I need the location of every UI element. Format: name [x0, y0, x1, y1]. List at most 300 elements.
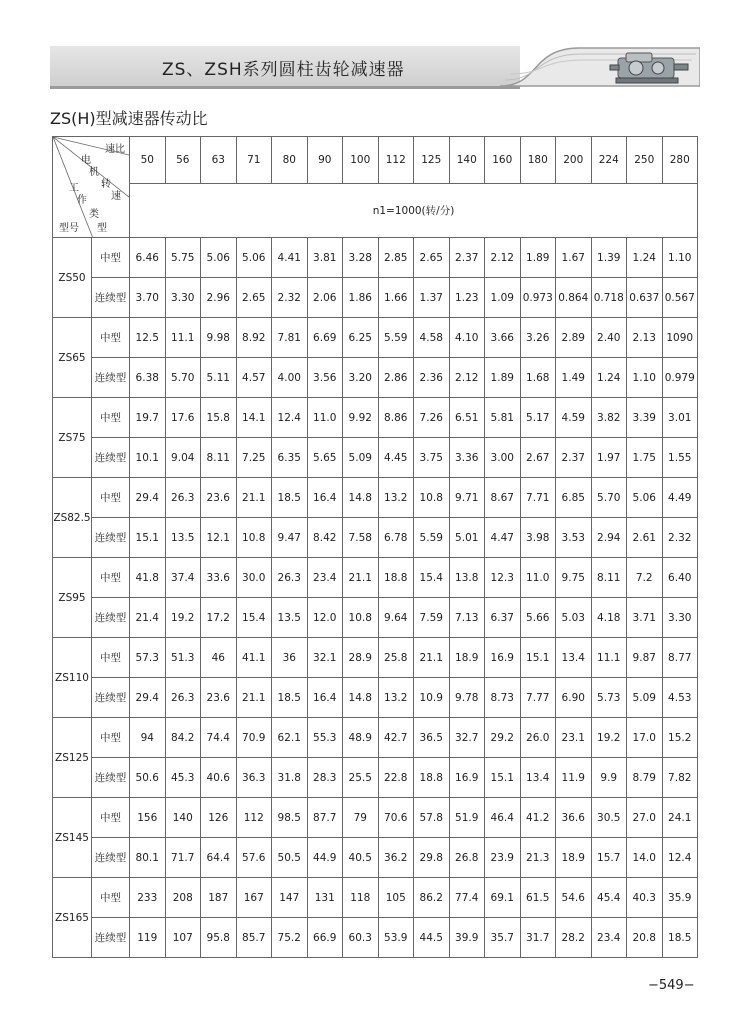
value-cell: 3.81: [307, 238, 343, 278]
model-cell: ZS165: [53, 878, 92, 958]
value-cell: 23.1: [556, 718, 592, 758]
corner-model-label: 型号: [59, 223, 79, 234]
value-cell: 208: [165, 878, 201, 918]
value-cell: 15.4: [236, 598, 272, 638]
value-cell: 31.8: [272, 758, 308, 798]
table-row: [53, 918, 698, 958]
work-type-cell: 连续型: [92, 518, 130, 558]
value-cell: 1.39: [591, 238, 627, 278]
model-cell: ZS95: [53, 558, 92, 638]
ratio-header-cell: 160: [485, 137, 521, 184]
value-cell: 3.75: [414, 438, 450, 478]
value-cell: 41.8: [130, 558, 166, 598]
value-cell: 39.9: [449, 918, 485, 958]
ratio-header-cell: 224: [591, 137, 627, 184]
value-cell: 4.00: [272, 358, 308, 398]
corner-kind-label: 类: [89, 209, 99, 220]
table-row: [53, 798, 698, 838]
value-cell: 12.4: [662, 838, 698, 878]
value-cell: 1.86: [343, 278, 379, 318]
value-cell: 7.71: [520, 478, 556, 518]
value-cell: 21.4: [130, 598, 166, 638]
value-cell: 1.24: [591, 358, 627, 398]
value-cell: 18.8: [378, 558, 414, 598]
value-cell: 13.4: [520, 758, 556, 798]
value-cell: 1.49: [556, 358, 592, 398]
value-cell: 51.9: [449, 798, 485, 838]
value-cell: 2.67: [520, 438, 556, 478]
value-cell: 33.6: [201, 558, 237, 598]
value-cell: 44.5: [414, 918, 450, 958]
value-cell: 3.28: [343, 238, 379, 278]
ratio-header-cell: 280: [662, 137, 698, 184]
value-cell: 26.0: [520, 718, 556, 758]
value-cell: 1.89: [520, 238, 556, 278]
value-cell: 2.06: [307, 278, 343, 318]
value-cell: 57.8: [414, 798, 450, 838]
table-row: [53, 518, 698, 558]
value-cell: 3.53: [556, 518, 592, 558]
value-cell: 35.9: [662, 878, 698, 918]
value-cell: 9.64: [378, 598, 414, 638]
value-cell: 1.24: [627, 238, 663, 278]
table-row: [53, 718, 698, 758]
value-cell: 29.4: [130, 478, 166, 518]
value-cell: 15.7: [591, 838, 627, 878]
value-cell: 4.41: [272, 238, 308, 278]
value-cell: 41.1: [236, 638, 272, 678]
section-title: ZS(H)型减速器传动比: [50, 109, 208, 128]
table-row: [53, 318, 698, 358]
value-cell: 2.12: [485, 238, 521, 278]
value-cell: 140: [165, 798, 201, 838]
corner-header-cell: [53, 137, 130, 238]
corner-motor-label: 电: [81, 155, 91, 166]
speed-row: [53, 184, 698, 238]
work-type-cell: 中型: [92, 558, 130, 598]
value-cell: 18.9: [556, 838, 592, 878]
value-cell: 61.5: [520, 878, 556, 918]
value-cell: 77.4: [449, 878, 485, 918]
value-cell: 23.6: [201, 678, 237, 718]
value-cell: 36.6: [556, 798, 592, 838]
value-cell: 87.7: [307, 798, 343, 838]
speed-note: n1=1000(转/分): [130, 184, 698, 238]
value-cell: 12.3: [485, 558, 521, 598]
work-type-cell: 中型: [92, 478, 130, 518]
value-cell: 19.7: [130, 398, 166, 438]
value-cell: 8.92: [236, 318, 272, 358]
model-cell: ZS82.5: [53, 478, 92, 558]
value-cell: 9.9: [591, 758, 627, 798]
value-cell: 1.66: [378, 278, 414, 318]
value-cell: 12.5: [130, 318, 166, 358]
value-cell: 21.1: [343, 558, 379, 598]
value-cell: 60.3: [343, 918, 379, 958]
value-cell: 2.37: [449, 238, 485, 278]
value-cell: 5.03: [556, 598, 592, 638]
value-cell: 18.5: [272, 478, 308, 518]
value-cell: 28.9: [343, 638, 379, 678]
ratio-header-cell: 140: [449, 137, 485, 184]
value-cell: 17.0: [627, 718, 663, 758]
value-cell: 18.5: [662, 918, 698, 958]
value-cell: 15.1: [520, 638, 556, 678]
value-cell: 3.82: [591, 398, 627, 438]
value-cell: 13.2: [378, 478, 414, 518]
value-cell: 48.9: [343, 718, 379, 758]
value-cell: 94: [130, 718, 166, 758]
ratio-header-cell: 112: [378, 137, 414, 184]
value-cell: 3.26: [520, 318, 556, 358]
value-cell: 85.7: [236, 918, 272, 958]
value-cell: 4.47: [485, 518, 521, 558]
value-cell: 27.0: [627, 798, 663, 838]
value-cell: 5.66: [520, 598, 556, 638]
value-cell: 3.56: [307, 358, 343, 398]
value-cell: 57.3: [130, 638, 166, 678]
work-type-cell: 中型: [92, 238, 130, 278]
value-cell: 19.2: [591, 718, 627, 758]
value-cell: 0.973: [520, 278, 556, 318]
value-cell: 26.3: [272, 558, 308, 598]
value-cell: 22.8: [378, 758, 414, 798]
value-cell: 8.79: [627, 758, 663, 798]
value-cell: 2.61: [627, 518, 663, 558]
value-cell: 86.2: [414, 878, 450, 918]
value-cell: 21.3: [520, 838, 556, 878]
value-cell: 41.2: [520, 798, 556, 838]
value-cell: 30.5: [591, 798, 627, 838]
work-type-cell: 连续型: [92, 758, 130, 798]
model-cell: ZS50: [53, 238, 92, 318]
value-cell: 3.71: [627, 598, 663, 638]
value-cell: 5.06: [201, 238, 237, 278]
value-cell: 156: [130, 798, 166, 838]
value-cell: 1090: [662, 318, 698, 358]
value-cell: 15.8: [201, 398, 237, 438]
value-cell: 98.5: [272, 798, 308, 838]
value-cell: 5.17: [520, 398, 556, 438]
value-cell: 6.46: [130, 238, 166, 278]
ratio-header-cell: 63: [201, 137, 237, 184]
value-cell: 36.3: [236, 758, 272, 798]
value-cell: 23.4: [307, 558, 343, 598]
value-cell: 1.97: [591, 438, 627, 478]
value-cell: 6.25: [343, 318, 379, 358]
value-cell: 3.00: [485, 438, 521, 478]
value-cell: 8.86: [378, 398, 414, 438]
value-cell: 79: [343, 798, 379, 838]
value-cell: 57.6: [236, 838, 272, 878]
value-cell: 6.85: [556, 478, 592, 518]
value-cell: 5.06: [236, 238, 272, 278]
value-cell: 15.4: [414, 558, 450, 598]
value-cell: 6.38: [130, 358, 166, 398]
value-cell: 9.78: [449, 678, 485, 718]
value-cell: 53.9: [378, 918, 414, 958]
value-cell: 23.6: [201, 478, 237, 518]
value-cell: 2.37: [556, 438, 592, 478]
value-cell: 2.13: [627, 318, 663, 358]
value-cell: 55.3: [307, 718, 343, 758]
value-cell: 3.30: [165, 278, 201, 318]
value-cell: 32.7: [449, 718, 485, 758]
value-cell: 5.73: [591, 678, 627, 718]
value-cell: 7.59: [414, 598, 450, 638]
value-cell: 119: [130, 918, 166, 958]
value-cell: 5.75: [165, 238, 201, 278]
value-cell: 70.9: [236, 718, 272, 758]
value-cell: 1.75: [627, 438, 663, 478]
work-type-cell: 连续型: [92, 278, 130, 318]
value-cell: 7.25: [236, 438, 272, 478]
value-cell: 4.18: [591, 598, 627, 638]
value-cell: 6.35: [272, 438, 308, 478]
ratio-header-cell: 80: [272, 137, 308, 184]
table-row: [53, 358, 698, 398]
value-cell: 21.1: [414, 638, 450, 678]
value-cell: 13.8: [449, 558, 485, 598]
value-cell: 14.1: [236, 398, 272, 438]
value-cell: 12.4: [272, 398, 308, 438]
value-cell: 18.5: [272, 678, 308, 718]
value-cell: 3.70: [130, 278, 166, 318]
value-cell: 10.8: [343, 598, 379, 638]
value-cell: 45.4: [591, 878, 627, 918]
value-cell: 37.4: [165, 558, 201, 598]
value-cell: 2.94: [591, 518, 627, 558]
value-cell: 8.11: [591, 558, 627, 598]
value-cell: 50.5: [272, 838, 308, 878]
work-type-cell: 连续型: [92, 358, 130, 398]
value-cell: 40.6: [201, 758, 237, 798]
work-type-cell: 连续型: [92, 678, 130, 718]
value-cell: 20.8: [627, 918, 663, 958]
value-cell: 36.5: [414, 718, 450, 758]
value-cell: 6.78: [378, 518, 414, 558]
table-row: [53, 838, 698, 878]
value-cell: 64.4: [201, 838, 237, 878]
value-cell: 18.9: [449, 638, 485, 678]
value-cell: 95.8: [201, 918, 237, 958]
value-cell: 35.7: [485, 918, 521, 958]
value-cell: 1.67: [556, 238, 592, 278]
value-cell: 40.5: [343, 838, 379, 878]
value-cell: 14.8: [343, 678, 379, 718]
value-cell: 233: [130, 878, 166, 918]
ratio-header-cell: 200: [556, 137, 592, 184]
table-row: [53, 438, 698, 478]
table-row: [53, 598, 698, 638]
corner-ratio-label: 速比: [105, 144, 125, 155]
value-cell: 1.10: [662, 238, 698, 278]
value-cell: 44.9: [307, 838, 343, 878]
value-cell: 11.0: [520, 558, 556, 598]
value-cell: 7.26: [414, 398, 450, 438]
value-cell: 66.9: [307, 918, 343, 958]
value-cell: 11.0: [307, 398, 343, 438]
value-cell: 13.5: [272, 598, 308, 638]
value-cell: 17.6: [165, 398, 201, 438]
value-cell: 5.65: [307, 438, 343, 478]
value-cell: 7.13: [449, 598, 485, 638]
work-type-cell: 中型: [92, 798, 130, 838]
value-cell: 25.5: [343, 758, 379, 798]
page-header-title: ZS、ZSH系列圆柱齿轮减速器: [162, 60, 405, 80]
value-cell: 0.979: [662, 358, 698, 398]
value-cell: 71.7: [165, 838, 201, 878]
corner-work-label-2: 作: [77, 195, 87, 206]
value-cell: 51.3: [165, 638, 201, 678]
ratio-header-cell: 56: [165, 137, 201, 184]
value-cell: 74.4: [201, 718, 237, 758]
work-type-cell: 连续型: [92, 598, 130, 638]
value-cell: 11.1: [165, 318, 201, 358]
table-row: [53, 238, 698, 278]
model-cell: ZS125: [53, 718, 92, 798]
value-cell: 0.718: [591, 278, 627, 318]
value-cell: 7.81: [272, 318, 308, 358]
table-row: [53, 558, 698, 598]
value-cell: 1.37: [414, 278, 450, 318]
value-cell: 36: [272, 638, 308, 678]
value-cell: 36.2: [378, 838, 414, 878]
value-cell: 5.11: [201, 358, 237, 398]
value-cell: 8.42: [307, 518, 343, 558]
model-cell: ZS110: [53, 638, 92, 718]
value-cell: 7.58: [343, 518, 379, 558]
value-cell: 4.45: [378, 438, 414, 478]
value-cell: 105: [378, 878, 414, 918]
value-cell: 5.70: [165, 358, 201, 398]
value-cell: 15.1: [130, 518, 166, 558]
value-cell: 2.12: [449, 358, 485, 398]
value-cell: 1.23: [449, 278, 485, 318]
table-row: [53, 758, 698, 798]
value-cell: 118: [343, 878, 379, 918]
header-banner: [50, 46, 700, 92]
corner-work-label: 工: [69, 183, 79, 194]
ratio-header-cell: 100: [343, 137, 379, 184]
value-cell: 16.9: [485, 638, 521, 678]
value-cell: 30.0: [236, 558, 272, 598]
value-cell: 46.4: [485, 798, 521, 838]
value-cell: 50.6: [130, 758, 166, 798]
ratio-header-cell: 50: [130, 137, 166, 184]
value-cell: 2.36: [414, 358, 450, 398]
value-cell: 2.32: [272, 278, 308, 318]
value-cell: 24.1: [662, 798, 698, 838]
value-cell: 2.86: [378, 358, 414, 398]
value-cell: 10.8: [236, 518, 272, 558]
table-row: [53, 278, 698, 318]
value-cell: 15.1: [485, 758, 521, 798]
value-cell: 5.09: [343, 438, 379, 478]
value-cell: 8.77: [662, 638, 698, 678]
value-cell: 4.10: [449, 318, 485, 358]
value-cell: 17.2: [201, 598, 237, 638]
value-cell: 11.1: [591, 638, 627, 678]
value-cell: 9.71: [449, 478, 485, 518]
value-cell: 2.40: [591, 318, 627, 358]
value-cell: 13.2: [378, 678, 414, 718]
table-row: [53, 478, 698, 518]
value-cell: 4.53: [662, 678, 698, 718]
value-cell: 9.47: [272, 518, 308, 558]
value-cell: 26.3: [165, 678, 201, 718]
value-cell: 9.87: [627, 638, 663, 678]
value-cell: 6.40: [662, 558, 698, 598]
value-cell: 3.66: [485, 318, 521, 358]
value-cell: 0.567: [662, 278, 698, 318]
work-type-cell: 中型: [92, 398, 130, 438]
value-cell: 9.75: [556, 558, 592, 598]
value-cell: 5.59: [414, 518, 450, 558]
value-cell: 15.2: [662, 718, 698, 758]
value-cell: 0.864: [556, 278, 592, 318]
value-cell: 2.85: [378, 238, 414, 278]
value-cell: 84.2: [165, 718, 201, 758]
model-cell: ZS65: [53, 318, 92, 398]
value-cell: 1.09: [485, 278, 521, 318]
corner-speed-label: 转: [101, 179, 111, 190]
value-cell: 112: [236, 798, 272, 838]
table-row: [53, 678, 698, 718]
work-type-cell: 中型: [92, 718, 130, 758]
value-cell: 187: [201, 878, 237, 918]
value-cell: 80.1: [130, 838, 166, 878]
value-cell: 13.5: [165, 518, 201, 558]
work-type-cell: 中型: [92, 878, 130, 918]
value-cell: 69.1: [485, 878, 521, 918]
value-cell: 45.3: [165, 758, 201, 798]
value-cell: 14.0: [627, 838, 663, 878]
value-cell: 2.32: [662, 518, 698, 558]
value-cell: 28.3: [307, 758, 343, 798]
value-cell: 62.1: [272, 718, 308, 758]
value-cell: 1.55: [662, 438, 698, 478]
value-cell: 1.10: [627, 358, 663, 398]
value-cell: 0.637: [627, 278, 663, 318]
value-cell: 26.8: [449, 838, 485, 878]
value-cell: 40.3: [627, 878, 663, 918]
work-type-cell: 中型: [92, 318, 130, 358]
value-cell: 8.67: [485, 478, 521, 518]
value-cell: 7.2: [627, 558, 663, 598]
value-cell: 25.8: [378, 638, 414, 678]
value-cell: 7.82: [662, 758, 698, 798]
value-cell: 5.09: [627, 678, 663, 718]
ratio-header-cell: 180: [520, 137, 556, 184]
value-cell: 18.8: [414, 758, 450, 798]
ratio-header-cell: 125: [414, 137, 450, 184]
page-number: −549−: [648, 978, 695, 993]
model-cell: ZS145: [53, 798, 92, 878]
value-cell: 6.51: [449, 398, 485, 438]
value-cell: 28.2: [556, 918, 592, 958]
work-type-cell: 中型: [92, 638, 130, 678]
value-cell: 14.8: [343, 478, 379, 518]
value-cell: 10.8: [414, 478, 450, 518]
value-cell: 5.59: [378, 318, 414, 358]
value-cell: 6.90: [556, 678, 592, 718]
value-cell: 29.2: [485, 718, 521, 758]
value-cell: 5.70: [591, 478, 627, 518]
value-cell: 75.2: [272, 918, 308, 958]
value-cell: 21.1: [236, 678, 272, 718]
ratio-table: [52, 136, 698, 958]
